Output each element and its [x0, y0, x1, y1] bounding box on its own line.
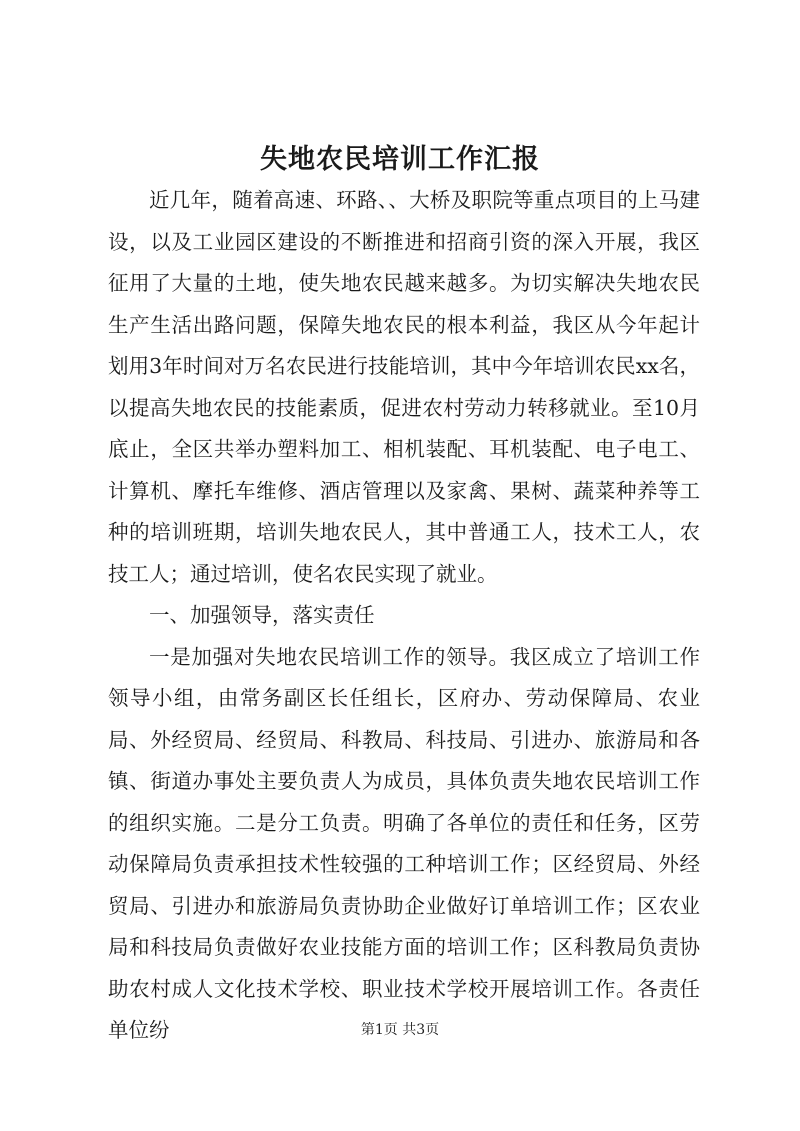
document-title: 失地农民培训工作汇报 — [260, 144, 540, 175]
section-heading: 一、加强领导，落实责任 — [149, 603, 375, 627]
document-body — [108, 180, 700, 1052]
page-footer: 第1页 共3页 — [360, 1022, 440, 1038]
paragraph-leadership: 一是加强对失地农民培训工作的领导。我区成立了培训工作领导小组，由常务副区长任组长，区府办、劳动保障局、农业局、外经贸局、经贸局、科教局、科技局、引进办、旅游局和各镇、街道办事处主要负责人为成员，具体负责失地农民培训工作的组织实施。二是分工负责。明确了各单位的责任和任务，区劳动保障局负责承担技术性较强的工种培训工作；区经贸局、外经贸局、引进办和旅游局负责协助企业做好订单培训工作；区农业局和科技局负责做好农业技能方面的培训工作；区科教局负责协助农村成人文化技术学校、职业技术学校开展培训工作。各责任单位纷 — [108, 644, 700, 1042]
paragraph-intro: 近几年，随着高速、环路、、大桥及职院等重点项目的上马建设，以及工业园区建设的不断推进和招商引资的深入开展，我区征用了大量的土地，使失地农民越来越多。为切实解决失地农民生产生活出路问题，保障失地农民的根本利益，我区从今年起计划用3年时间对万名农民进行技能培训，其中今年培训农民xx名，以提高失地农民的技能素质，促进农村劳动力转移就业。至10月底止，全区共举办塑料加工、相机装配、耳机装配、电子电工、计算机、摩托车维修、酒店管理以及家禽、果树、蔬菜种养等工种的培训班期，培训失地农民人，其中普通工人，技术工人，农技工人；通过培训，使名农民实现了就业。 — [108, 188, 700, 586]
